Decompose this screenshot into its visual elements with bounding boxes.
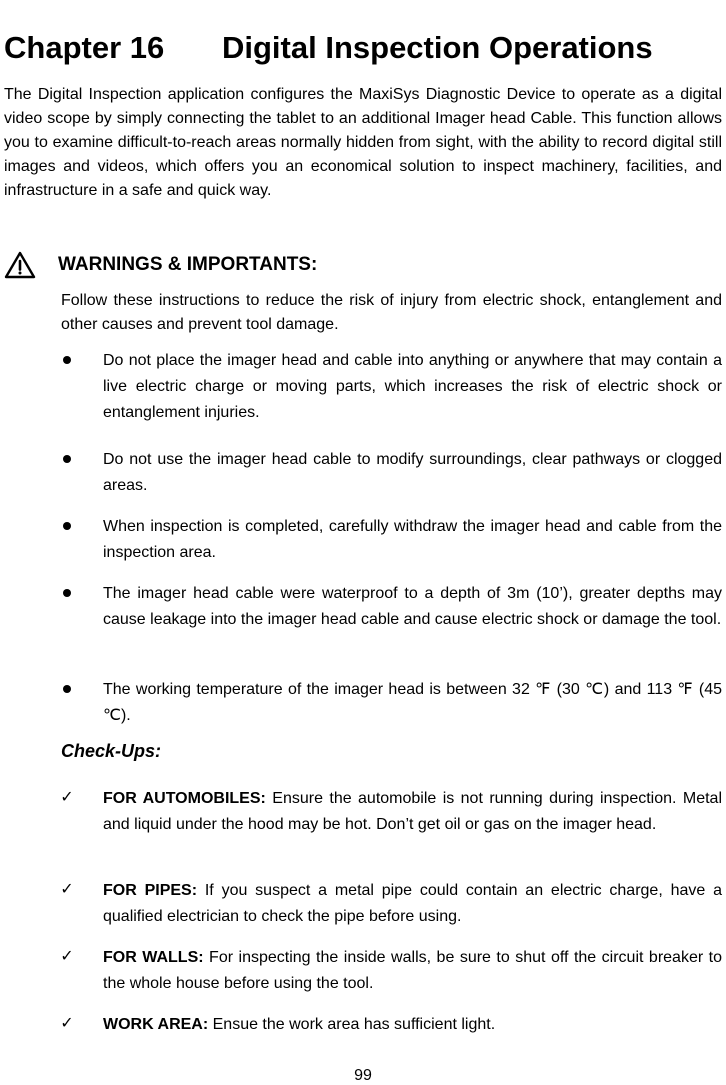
- warnings-heading: [4, 250, 317, 280]
- checkup-description: If you suspect a metal pipe could contain an electric charge, have a qualified electrician to check the pipe before using.: [103, 882, 722, 925]
- intro-paragraph: The Digital Inspection application configures the MaxiSys Diagnostic Device to operate as a digital video scope by simply connecting the tablet to an additional Imager head Cable. This function allows you to examine difficult-to-reach areas normally hidden from sight, with the ability to record digital still images and videos, which offers you an economical solution to inspect machinery, facilities, and infrastructure in a safe and quick way.: [4, 86, 722, 199]
- checkup-description: Ensue the work area has sufficient light.: [208, 1016, 496, 1033]
- check-mark-icon: ✓: [60, 1015, 74, 1032]
- checkup-label: FOR PIPES:: [103, 882, 198, 899]
- check-mark-icon: ✓: [60, 789, 74, 806]
- bullet-icon: [60, 679, 74, 699]
- warning-text: The imager head cable were waterproof to a depth of 3m (10’), greater depths may cause leakage into the imager head cable and cause electric shock or damage the tool.: [103, 585, 722, 628]
- warning-text: The working temperature of the imager head is between 32 ℉ (30 ℃) and 113 ℉ (45 ℃).: [103, 681, 722, 724]
- chapter-number: Chapter 16: [4, 30, 165, 65]
- checkup-label: FOR WALLS:: [103, 949, 204, 966]
- bullet-icon: [60, 449, 74, 469]
- checkup-text: [103, 945, 722, 997]
- checkup-label: FOR AUTOMOBILES:: [103, 790, 266, 807]
- check-mark-icon: ✓: [60, 948, 74, 965]
- chapter-name: Digital Inspection Operations: [222, 30, 653, 65]
- warning-triangle-icon: [4, 251, 36, 279]
- checkup-description: For inspecting the inside walls, be sure to shut off the circuit breaker to the whole house before using the tool.: [103, 949, 722, 992]
- checkup-label: WORK AREA:: [103, 1016, 209, 1033]
- checkups-heading: Check-Ups:: [61, 741, 162, 761]
- page-number: 99: [354, 1067, 372, 1084]
- checkup-text: [103, 786, 722, 838]
- bullet-icon: [60, 583, 74, 603]
- chapter-title: [4, 30, 653, 66]
- warning-text: Do not use the imager head cable to modify surroundings, clear pathways or clogged areas.: [103, 451, 722, 494]
- warnings-intro: Follow these instructions to reduce the risk of injury from electric shock, entanglement and other causes and prevent tool damage.: [61, 292, 722, 333]
- bullet-icon: [60, 350, 74, 370]
- warnings-heading-text: WARNINGS & IMPORTANTS:: [58, 254, 318, 275]
- checkup-text: [103, 1012, 722, 1038]
- checkup-description: Ensure the automobile is not running during inspection. Metal and liquid under the hood may be hot. Don’t get oil or gas on the imager head.: [103, 790, 723, 833]
- checkup-text: [103, 878, 722, 930]
- bullet-icon: [60, 516, 74, 536]
- warning-text: When inspection is completed, carefully withdraw the imager head and cable from the inspection area.: [103, 518, 722, 561]
- check-mark-icon: ✓: [60, 881, 74, 898]
- warning-text: Do not place the imager head and cable into anything or anywhere that may contain a live electric charge or moving parts, which increases the risk of electric shock or entanglement injuries.: [103, 352, 722, 421]
